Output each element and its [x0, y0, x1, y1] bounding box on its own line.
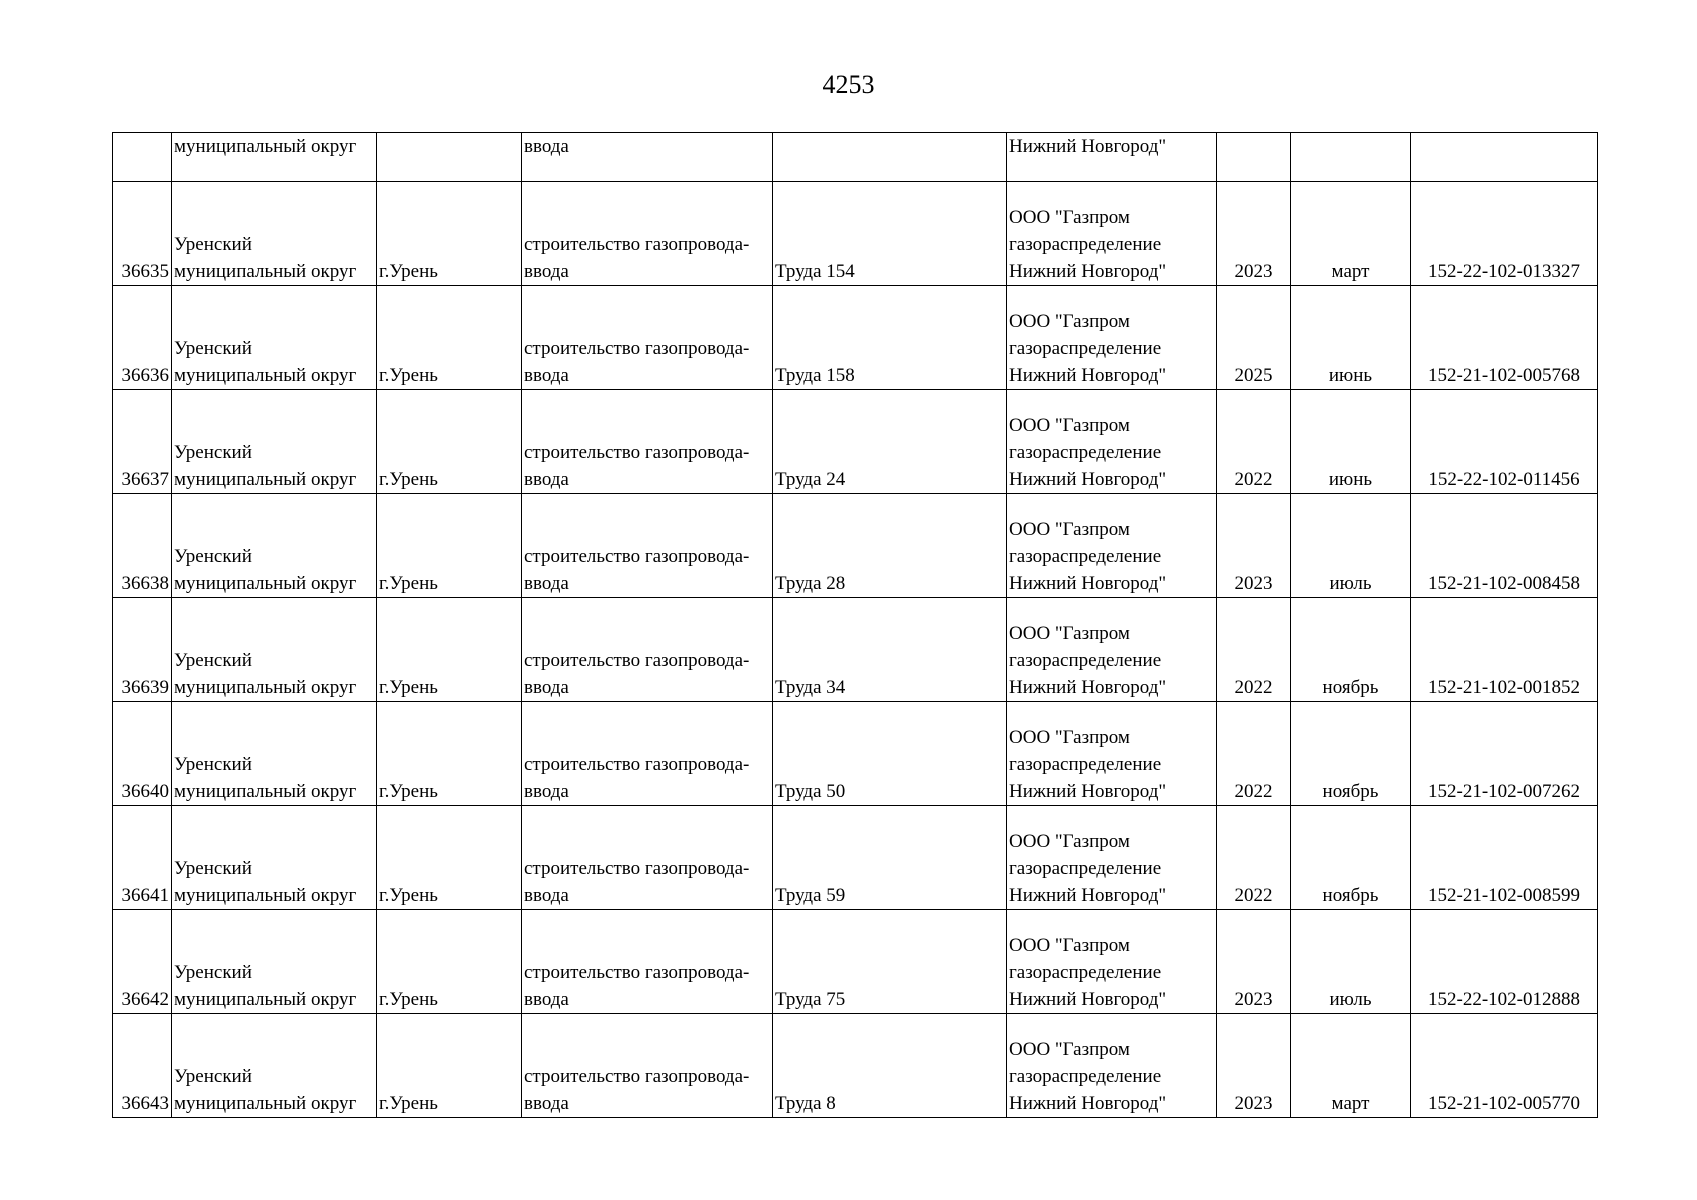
cell-district: Уренский муниципальный округ [172, 182, 377, 286]
cell-month: ноябрь [1291, 806, 1411, 910]
cell-work: строительство газопровода- ввода [522, 286, 773, 390]
table-row [113, 182, 1598, 286]
cell-settlement: г.Урень [377, 806, 522, 910]
cell-num: 36641 [113, 806, 172, 910]
cell-owner: ООО "Газпром газораспределение Нижний Новгород" [1007, 286, 1217, 390]
table-row [113, 390, 1598, 494]
cell-num: 36640 [113, 702, 172, 806]
cell-settlement: г.Урень [377, 702, 522, 806]
cell-address: Труда 59 [773, 806, 1007, 910]
cell-address: Труда 75 [773, 910, 1007, 1014]
table-row [113, 494, 1598, 598]
cell-address: Труда 50 [773, 702, 1007, 806]
cell-code: 152-22-102-013327 [1411, 182, 1598, 286]
cell-work: строительство газопровода- ввода [522, 806, 773, 910]
cell-code: 152-21-102-007262 [1411, 702, 1598, 806]
cell-year: 2022 [1217, 806, 1291, 910]
cell-district: Уренский муниципальный округ [172, 390, 377, 494]
cell-district: Уренский муниципальный округ [172, 1014, 377, 1118]
registry-table [112, 132, 1598, 1118]
cell-year: 2023 [1217, 1014, 1291, 1118]
cell-code: 152-21-102-008458 [1411, 494, 1598, 598]
cell-month: июнь [1291, 286, 1411, 390]
cell-address: Труда 154 [773, 182, 1007, 286]
cell-work: строительство газопровода- ввода [522, 494, 773, 598]
cell-num: 36637 [113, 390, 172, 494]
cell-settlement: г.Урень [377, 1014, 522, 1118]
cell-work: строительство газопровода- ввода [522, 702, 773, 806]
table-row [113, 806, 1598, 910]
cell-month: ноябрь [1291, 702, 1411, 806]
cell-year [1217, 133, 1291, 182]
cell-owner: ООО "Газпром газораспределение Нижний Новгород" [1007, 182, 1217, 286]
table-row [113, 598, 1598, 702]
cell-work: строительство газопровода- ввода [522, 390, 773, 494]
cell-settlement: г.Урень [377, 286, 522, 390]
cell-year: 2023 [1217, 182, 1291, 286]
cell-district: муниципальный округ [172, 133, 377, 182]
cell-year: 2023 [1217, 910, 1291, 1014]
cell-settlement: г.Урень [377, 390, 522, 494]
cell-num: 36643 [113, 1014, 172, 1118]
cell-month: июль [1291, 494, 1411, 598]
table-row [113, 702, 1598, 806]
cell-settlement: г.Урень [377, 182, 522, 286]
cell-district: Уренский муниципальный округ [172, 598, 377, 702]
cell-owner: ООО "Газпром газораспределение Нижний Новгород" [1007, 806, 1217, 910]
cell-work: строительство газопровода- ввода [522, 910, 773, 1014]
cell-address: Труда 158 [773, 286, 1007, 390]
cell-month: март [1291, 182, 1411, 286]
table-row [113, 286, 1598, 390]
cell-district: Уренский муниципальный округ [172, 806, 377, 910]
cell-owner: ООО "Газпром газораспределение Нижний Новгород" [1007, 1014, 1217, 1118]
continuation-row [113, 133, 1598, 182]
cell-num: 36635 [113, 182, 172, 286]
cell-code [1411, 133, 1598, 182]
cell-code: 152-21-102-005768 [1411, 286, 1598, 390]
cell-num: 36642 [113, 910, 172, 1014]
cell-district: Уренский муниципальный округ [172, 494, 377, 598]
cell-code: 152-21-102-001852 [1411, 598, 1598, 702]
cell-work: строительство газопровода- ввода [522, 598, 773, 702]
cell-num: 36639 [113, 598, 172, 702]
cell-address: Труда 28 [773, 494, 1007, 598]
cell-work: строительство газопровода- ввода [522, 1014, 773, 1118]
cell-month [1291, 133, 1411, 182]
table-row [113, 910, 1598, 1014]
cell-district: Уренский муниципальный округ [172, 702, 377, 806]
page-number: 4253 [822, 70, 875, 99]
cell-owner: ООО "Газпром газораспределение Нижний Новгород" [1007, 494, 1217, 598]
cell-owner: ООО "Газпром газораспределение Нижний Новгород" [1007, 702, 1217, 806]
cell-num: 36638 [113, 494, 172, 598]
cell-settlement: г.Урень [377, 598, 522, 702]
cell-work: ввода [522, 133, 773, 182]
cell-code: 152-22-102-012888 [1411, 910, 1598, 1014]
cell-year: 2025 [1217, 286, 1291, 390]
cell-address: Труда 24 [773, 390, 1007, 494]
cell-owner: ООО "Газпром газораспределение Нижний Новгород" [1007, 910, 1217, 1014]
cell-month: июнь [1291, 390, 1411, 494]
cell-settlement [377, 133, 522, 182]
cell-settlement: г.Урень [377, 494, 522, 598]
cell-settlement: г.Урень [377, 910, 522, 1014]
cell-code: 152-22-102-011456 [1411, 390, 1598, 494]
cell-owner: ООО "Газпром газораспределение Нижний Новгород" [1007, 390, 1217, 494]
cell-year: 2022 [1217, 702, 1291, 806]
cell-code: 152-21-102-005770 [1411, 1014, 1598, 1118]
cell-owner: Нижний Новгород" [1007, 133, 1217, 182]
cell-district: Уренский муниципальный округ [172, 910, 377, 1014]
registry-body [113, 133, 1598, 1118]
cell-month: ноябрь [1291, 598, 1411, 702]
cell-month: июль [1291, 910, 1411, 1014]
cell-address: Труда 34 [773, 598, 1007, 702]
cell-year: 2022 [1217, 598, 1291, 702]
cell-num: 36636 [113, 286, 172, 390]
cell-year: 2023 [1217, 494, 1291, 598]
cell-num [113, 133, 172, 182]
cell-address: Труда 8 [773, 1014, 1007, 1118]
table-row [113, 1014, 1598, 1118]
cell-work: строительство газопровода- ввода [522, 182, 773, 286]
cell-owner: ООО "Газпром газораспределение Нижний Новгород" [1007, 598, 1217, 702]
cell-district: Уренский муниципальный округ [172, 286, 377, 390]
cell-address [773, 133, 1007, 182]
cell-year: 2022 [1217, 390, 1291, 494]
cell-month: март [1291, 1014, 1411, 1118]
cell-code: 152-21-102-008599 [1411, 806, 1598, 910]
